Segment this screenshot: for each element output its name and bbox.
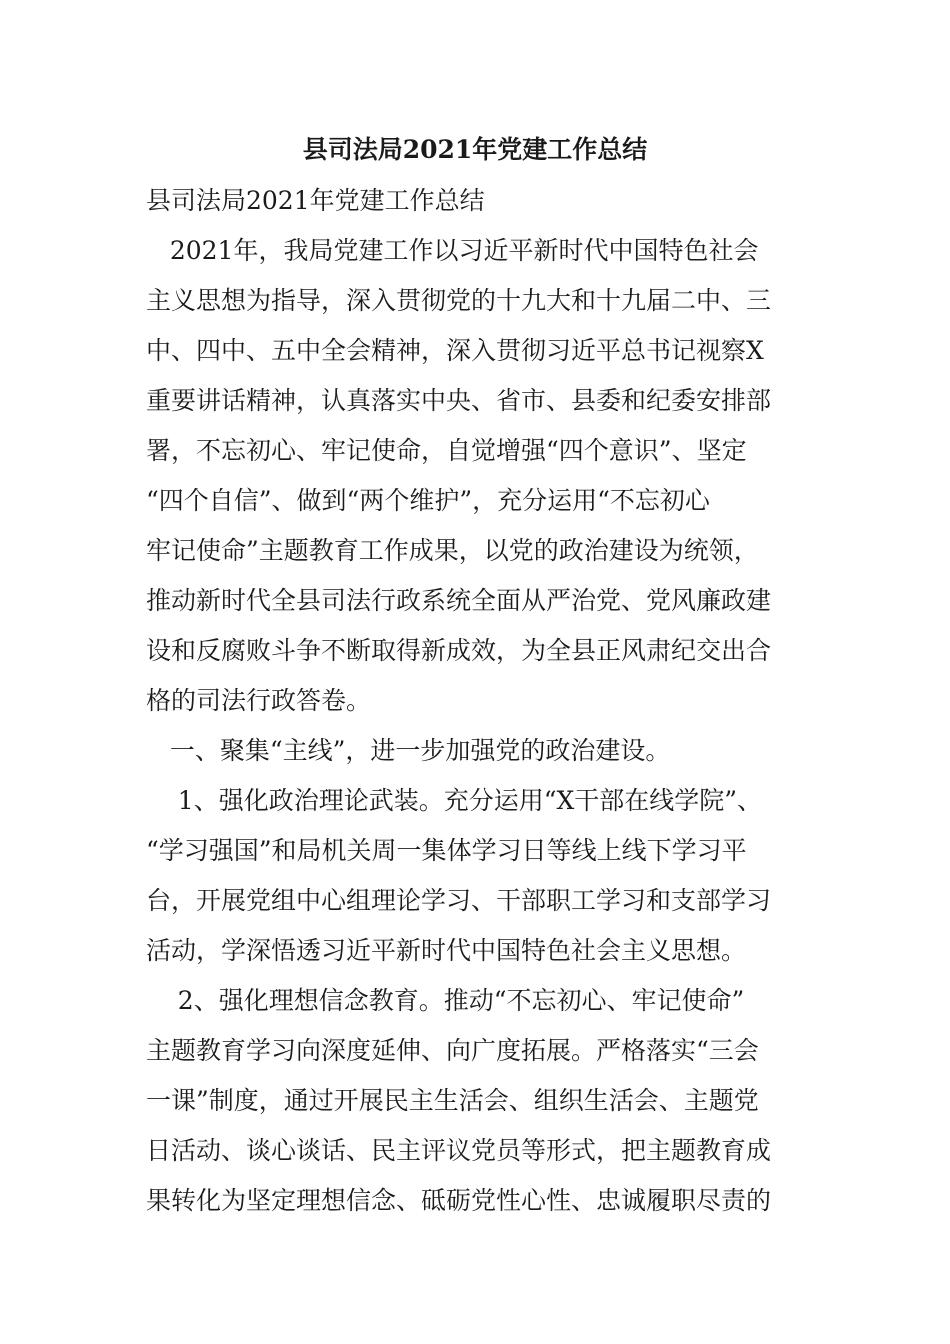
body-line-2: 主义思想为指导，深入贯彻党的十九大和十九届二中、三 — [146, 286, 772, 315]
document-title: 县司法局2021年党建工作总结 — [302, 135, 648, 164]
document-subtitle: 县司法局2021年党建工作总结 — [146, 186, 485, 215]
body-line-9: 设和反腐败斗争不断取得新成效，为全县正风肃纪交出合 — [146, 636, 772, 665]
body-line-17: 主题教育学习向深度延伸、向广度拓展。严格落实“三会 — [146, 1036, 759, 1065]
section-heading-1: 一、聚集“主线”，进一步加强党的政治建设。 — [146, 736, 671, 765]
body-line-3: 中、四中、五中全会精神，深入贯彻习近平总书记视察X — [146, 336, 764, 365]
body-line-6: “四个自信”、做到“两个维护”，充分运用“不忘初心 — [146, 486, 710, 515]
body-line-1: 2021年，我局党建工作以习近平新时代中国特色社会 — [146, 236, 759, 265]
body-line-8: 推动新时代全县司法行政系统全面从严治党、党风廉政建 — [146, 586, 772, 615]
body-line-10: 格的司法行政答卷。 — [146, 686, 372, 715]
body-line-15: 活动，学深悟透习近平新时代中国特色社会主义思想。 — [146, 936, 747, 965]
body-line-18: 一课”制度，通过开展民主生活会、组织生活会、主题党 — [146, 1086, 759, 1115]
body-line-20: 果转化为坚定理想信念、砥砺党性心性、忠诚履职尽责的 — [146, 1186, 772, 1215]
body-line-14: 台，开展党组中心组理论学习、干部职工学习和支部学习 — [146, 886, 772, 915]
body-line-4: 重要讲话精神，认真落实中央、省市、县委和纪委安排部 — [146, 386, 772, 415]
body-line-7: 牢记使命”主题教育工作成果，以党的政治建设为统领， — [146, 536, 759, 565]
body-line-19: 日活动、谈心谈话、民主评议党员等形式，把主题教育成 — [146, 1136, 772, 1165]
body-line-5: 署，不忘初心、牢记使命，自觉增强“四个意识”、坚定 — [146, 436, 747, 465]
body-line-12: 1、强化政治理论武装。充分运用“X干部在线学院”、 — [146, 786, 763, 815]
body-line-16: 2、强化理想信念教育。推动“不忘初心、牢记使命” — [146, 986, 745, 1015]
body-line-13: “学习强国”和局机关周一集体学习日等线上线下学习平 — [146, 836, 747, 865]
